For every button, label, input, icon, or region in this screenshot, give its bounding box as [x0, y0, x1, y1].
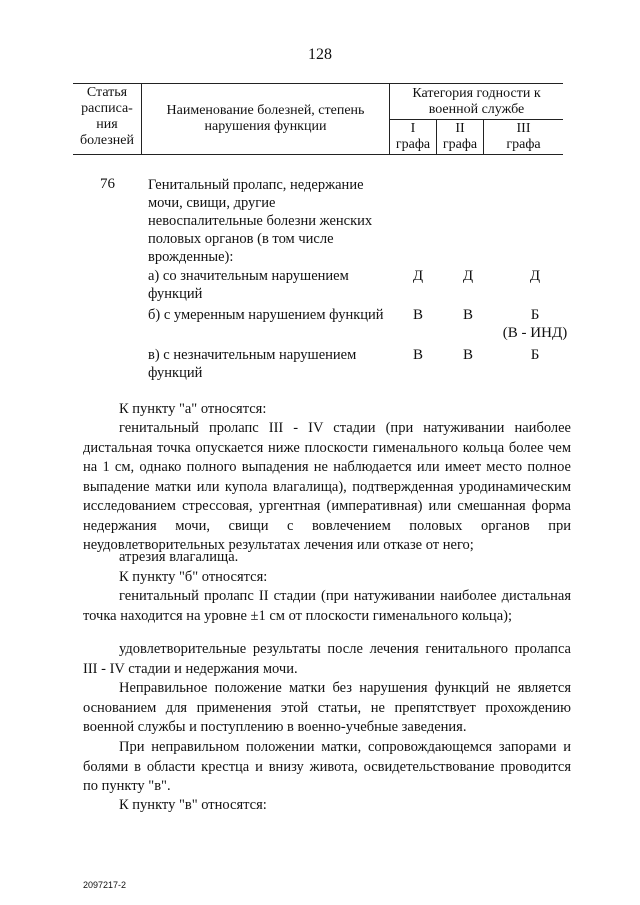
item-a-text: а) со значительным нарушением функций: [148, 268, 349, 302]
header-name-col: Наименование болезней, степень нарушения функции: [166, 103, 365, 134]
item-b-grafa3-note: (В - ИНД): [502, 325, 568, 341]
item-a-grafa1: Д: [412, 268, 424, 284]
article-title: Генитальный пролапс, недержание мочи, свищи, другие невоспалительные болезни женских половых органов (в том числе врожденные):: [148, 177, 373, 265]
page-number: 128: [308, 46, 332, 63]
item-a-grafa3: Д: [529, 268, 541, 284]
header-grafa-3: III графа: [506, 121, 541, 152]
item-c-text: в) с незначительным нарушением функций: [148, 347, 357, 381]
item-b-grafa2: В: [462, 307, 473, 323]
header-category-col: Категория годности к военной службе: [412, 86, 541, 117]
header-grafa-2: II графа: [442, 121, 478, 152]
paragraph-a-atresia: атрезия влагалища.: [119, 549, 239, 565]
paragraph-b-results: удовлетворительные результаты после лечения генитального пролапса III - IV стадии и недержания мочи.: [83, 641, 571, 677]
header-grafa-1: I графа: [395, 121, 431, 152]
item-b-grafa1: В: [412, 307, 423, 323]
item-c-grafa3: Б: [530, 347, 540, 363]
article-number: 76: [100, 176, 115, 192]
paragraph-uterus-pain: При неправильном положении матки, сопровождающемся запорами и болями в области крестца и внизу живота, освидетельствование проводится по пункту "в".: [83, 739, 571, 794]
paragraph-a-heading: К пункту "а" относятся:: [119, 401, 267, 417]
item-c-grafa2: В: [462, 347, 473, 363]
item-c-grafa1: В: [412, 347, 423, 363]
paragraph-b-heading: К пункту "б" относятся:: [119, 569, 268, 585]
header-article-col: Статья расписа- ния болезней: [79, 85, 135, 148]
item-b-text: б) с умеренным нарушением функций: [148, 307, 384, 323]
item-a-grafa2: Д: [462, 268, 474, 284]
paragraph-b-prolapse: генитальный пролапс II стадии (при натуживании наиболее дистальная точка находится на уровне ±1 см от плоскости гименального кольца);: [83, 588, 571, 624]
item-b-grafa3: Б: [530, 307, 540, 323]
paragraph-c-heading: К пункту "в" относятся:: [119, 797, 267, 813]
footer-code: 2097217-2: [83, 880, 127, 890]
paragraph-a-prolapse: генитальный пролапс III - IV стадии (при натуживании наиболее дистальная точка опускается ниже плоскости гименального кольца более чем на 1 см, однако полного выпадения не наблюдается или имеет место полное выпадение матки или купола влагалища), подтвержденная уродинамическим исследованием стрессовая, ургентная (императивная) или смешанная форма недержания мочи, свищи с вовлечением половых органов при неудовлетворительных результатах лечения или отказе от него;: [83, 420, 571, 553]
paragraph-uterus-position: Неправильное положение матки без нарушения функций не является основанием для применения этой статьи, не препятствует прохождению военной службы и поступлению в военно-учебные заведения.: [83, 680, 571, 735]
header-table: [73, 83, 563, 155]
